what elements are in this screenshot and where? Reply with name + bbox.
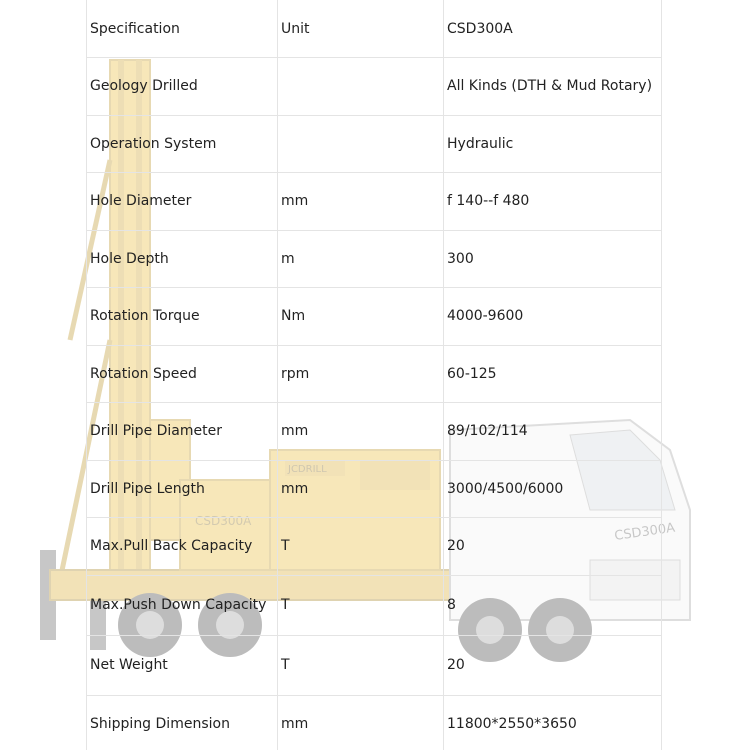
table-row <box>87 345 662 403</box>
spec-unit: mm <box>278 695 444 750</box>
table-row <box>87 403 662 461</box>
spec-value: 3000/4500/6000 <box>444 460 662 518</box>
table-row <box>87 288 662 346</box>
spec-value: All Kinds (DTH & Mud Rotary) <box>444 58 662 116</box>
model-header: CSD300A <box>444 0 662 58</box>
spec-value: 20 <box>444 635 662 695</box>
spec-value: f 140--f 480 <box>444 173 662 231</box>
truck-door-label: CSD300A <box>613 520 677 544</box>
compressor-brand-label: JCDRILL <box>288 464 327 475</box>
spec-unit: T <box>278 518 444 576</box>
specification-table <box>86 0 662 750</box>
spec-unit: rpm <box>278 345 444 403</box>
spec-name: Shipping Dimension <box>87 695 278 750</box>
spec-value: 4000-9600 <box>444 288 662 346</box>
spec-unit: mm <box>278 173 444 231</box>
spec-name: Drill Pipe Length <box>87 460 278 518</box>
spec-value: 60-125 <box>444 345 662 403</box>
table-row <box>87 635 662 695</box>
table-row <box>87 230 662 288</box>
spec-name: Hole Depth <box>87 230 278 288</box>
table-row <box>87 575 662 635</box>
spec-unit <box>278 58 444 116</box>
spec-value: 89/102/114 <box>444 403 662 461</box>
rig-body-label: CSD300A <box>195 514 252 528</box>
table-header-row <box>87 0 662 58</box>
spec-name: Max.Pull Back Capacity <box>87 518 278 576</box>
spec-value: 300 <box>444 230 662 288</box>
spec-value: 8 <box>444 575 662 635</box>
spec-name: Drill Pipe Diameter <box>87 403 278 461</box>
spec-name: Operation System <box>87 115 278 173</box>
spec-value: 11800*2550*3650 <box>447 716 577 732</box>
spec-unit <box>278 115 444 173</box>
spec-unit: Nm <box>278 288 444 346</box>
spec-unit: mm <box>278 460 444 518</box>
spec-value: Hydraulic <box>444 115 662 173</box>
spec-value: 20 <box>444 518 662 576</box>
unit-header: Unit <box>278 0 444 58</box>
spec-name: Max.Push Down Capacity <box>87 575 278 635</box>
table-row <box>87 460 662 518</box>
spec-name: Geology Drilled <box>87 58 278 116</box>
table-row <box>87 173 662 231</box>
spec-unit: mm <box>278 403 444 461</box>
spec-unit: T <box>278 575 444 635</box>
spec-name: Net Weight <box>87 635 278 695</box>
table-row <box>87 115 662 173</box>
table-row <box>87 695 662 750</box>
spec-unit: m <box>278 230 444 288</box>
specification-header: Specification <box>87 0 278 58</box>
spec-name: Rotation Speed <box>87 345 278 403</box>
spec-unit: T <box>278 635 444 695</box>
table-row <box>87 518 662 576</box>
spec-name: Hole Diameter <box>87 173 278 231</box>
table-row <box>87 58 662 116</box>
spec-name: Rotation Torque <box>87 288 278 346</box>
